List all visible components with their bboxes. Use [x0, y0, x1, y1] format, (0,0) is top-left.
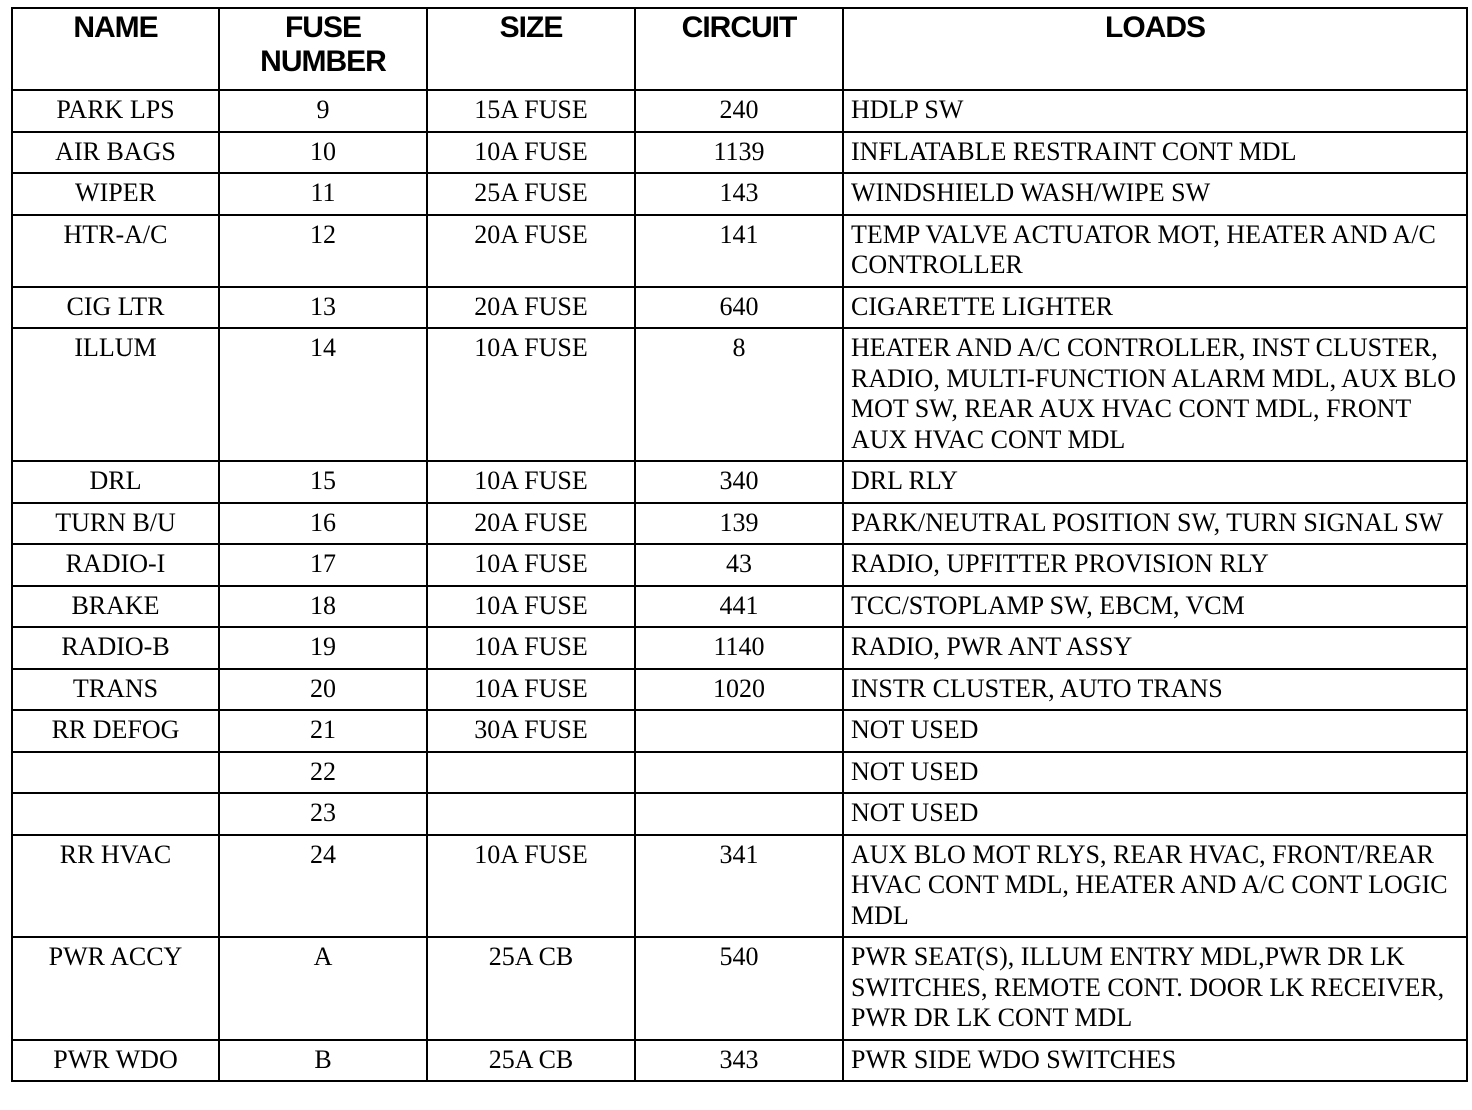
- table-row: [12, 710, 1467, 752]
- cell-loads: TCC/STOPLAMP SW, EBCM, VCM: [843, 586, 1467, 628]
- cell-loads: TEMP VALVE ACTUATOR MOT, HEATER AND A/C CONTROLLER: [843, 215, 1467, 287]
- table-row: [12, 503, 1467, 545]
- table-row: [12, 328, 1467, 461]
- table-row: [12, 586, 1467, 628]
- cell-fuse-number: B: [219, 1040, 427, 1082]
- cell-loads: RADIO, PWR ANT ASSY: [843, 627, 1467, 669]
- cell-loads: AUX BLO MOT RLYS, REAR HVAC, FRONT/REAR HVAC CONT MDL, HEATER AND A/C CONT LOGIC MDL: [843, 835, 1467, 938]
- cell-size: 25A CB: [427, 1040, 635, 1082]
- cell-size: 10A FUSE: [427, 586, 635, 628]
- cell-name: DRL: [12, 461, 219, 503]
- cell-circuit: 141: [635, 215, 843, 287]
- cell-fuse-number: 12: [219, 215, 427, 287]
- cell-loads: PARK/NEUTRAL POSITION SW, TURN SIGNAL SW: [843, 503, 1467, 545]
- cell-name: RR HVAC: [12, 835, 219, 938]
- cell-size: 10A FUSE: [427, 328, 635, 461]
- table-header: [12, 8, 1467, 90]
- header-fuse-number-line1: FUSE: [284, 11, 361, 44]
- table-row: [12, 544, 1467, 586]
- cell-name: RR DEFOG: [12, 710, 219, 752]
- cell-fuse-number: A: [219, 937, 427, 1040]
- cell-size: 20A FUSE: [427, 215, 635, 287]
- cell-circuit: 1139: [635, 132, 843, 174]
- cell-size: 20A FUSE: [427, 503, 635, 545]
- cell-size: 25A CB: [427, 937, 635, 1040]
- cell-fuse-number: 21: [219, 710, 427, 752]
- header-row: [12, 8, 1467, 90]
- cell-fuse-number: 17: [219, 544, 427, 586]
- cell-fuse-number: 14: [219, 328, 427, 461]
- cell-loads: PWR SIDE WDO SWITCHES: [843, 1040, 1467, 1082]
- cell-circuit: 8: [635, 328, 843, 461]
- cell-fuse-number: 22: [219, 752, 427, 794]
- cell-fuse-number: 9: [219, 90, 427, 132]
- cell-size: 10A FUSE: [427, 132, 635, 174]
- header-fuse-number: [219, 8, 427, 90]
- cell-name: TRANS: [12, 669, 219, 711]
- cell-circuit: 441: [635, 586, 843, 628]
- cell-circuit: 43: [635, 544, 843, 586]
- table-row: [12, 132, 1467, 174]
- cell-fuse-number: 19: [219, 627, 427, 669]
- cell-name: [12, 752, 219, 794]
- cell-name: PWR ACCY: [12, 937, 219, 1040]
- cell-loads: PWR SEAT(S), ILLUM ENTRY MDL,PWR DR LK SWITCHES, REMOTE CONT. DOOR LK RECEIVER, PWR DR LK CONT MDL: [843, 937, 1467, 1040]
- cell-size: [427, 793, 635, 835]
- table-row: [12, 215, 1467, 287]
- cell-circuit: 139: [635, 503, 843, 545]
- cell-loads: HEATER AND A/C CONTROLLER, INST CLUSTER, RADIO, MULTI-FUNCTION ALARM MDL, AUX BLO MOT SW, REAR AUX HVAC CONT MDL, FRONT AUX HVAC CONT MDL: [843, 328, 1467, 461]
- cell-fuse-number: 20: [219, 669, 427, 711]
- table-row: [12, 793, 1467, 835]
- cell-circuit: [635, 710, 843, 752]
- cell-loads: HDLP SW: [843, 90, 1467, 132]
- header-size: SIZE: [427, 8, 635, 90]
- cell-name: BRAKE: [12, 586, 219, 628]
- cell-fuse-number: 16: [219, 503, 427, 545]
- cell-name: PARK LPS: [12, 90, 219, 132]
- header-loads: LOADS: [843, 8, 1467, 90]
- cell-fuse-number: 23: [219, 793, 427, 835]
- cell-loads: INFLATABLE RESTRAINT CONT MDL: [843, 132, 1467, 174]
- table-row: [12, 752, 1467, 794]
- cell-circuit: 343: [635, 1040, 843, 1082]
- cell-name: AIR BAGS: [12, 132, 219, 174]
- cell-size: 30A FUSE: [427, 710, 635, 752]
- cell-circuit: 1020: [635, 669, 843, 711]
- cell-loads: NOT USED: [843, 752, 1467, 794]
- cell-circuit: 143: [635, 173, 843, 215]
- cell-fuse-number: 18: [219, 586, 427, 628]
- cell-size: 10A FUSE: [427, 669, 635, 711]
- cell-size: 10A FUSE: [427, 627, 635, 669]
- cell-circuit: 540: [635, 937, 843, 1040]
- fuse-table: [11, 7, 1468, 1082]
- cell-size: 25A FUSE: [427, 173, 635, 215]
- table-row: [12, 937, 1467, 1040]
- cell-loads: WINDSHIELD WASH/WIPE SW: [843, 173, 1467, 215]
- cell-fuse-number: 13: [219, 287, 427, 329]
- cell-circuit: 640: [635, 287, 843, 329]
- cell-loads: CIGARETTE LIGHTER: [843, 287, 1467, 329]
- cell-fuse-number: 11: [219, 173, 427, 215]
- cell-circuit: [635, 793, 843, 835]
- cell-size: 20A FUSE: [427, 287, 635, 329]
- cell-fuse-number: 10: [219, 132, 427, 174]
- cell-circuit: 340: [635, 461, 843, 503]
- table-row: [12, 461, 1467, 503]
- cell-name: PWR WDO: [12, 1040, 219, 1082]
- table-row: [12, 1040, 1467, 1082]
- cell-circuit: 1140: [635, 627, 843, 669]
- table-row: [12, 627, 1467, 669]
- table-body: [12, 90, 1467, 1081]
- table-row: [12, 90, 1467, 132]
- cell-name: TURN B/U: [12, 503, 219, 545]
- cell-name: RADIO-B: [12, 627, 219, 669]
- cell-size: 10A FUSE: [427, 835, 635, 938]
- cell-loads: NOT USED: [843, 710, 1467, 752]
- header-name: NAME: [12, 8, 219, 90]
- cell-loads: INSTR CLUSTER, AUTO TRANS: [843, 669, 1467, 711]
- cell-name: RADIO-I: [12, 544, 219, 586]
- header-circuit: CIRCUIT: [635, 8, 843, 90]
- cell-name: CIG LTR: [12, 287, 219, 329]
- cell-size: 10A FUSE: [427, 461, 635, 503]
- cell-fuse-number: 15: [219, 461, 427, 503]
- cell-loads: DRL RLY: [843, 461, 1467, 503]
- table-row: [12, 287, 1467, 329]
- table-row: [12, 173, 1467, 215]
- cell-name: [12, 793, 219, 835]
- cell-circuit: 240: [635, 90, 843, 132]
- cell-size: 15A FUSE: [427, 90, 635, 132]
- cell-circuit: [635, 752, 843, 794]
- cell-size: 10A FUSE: [427, 544, 635, 586]
- cell-name: WIPER: [12, 173, 219, 215]
- cell-name: HTR-A/C: [12, 215, 219, 287]
- table-row: [12, 835, 1467, 938]
- cell-loads: RADIO, UPFITTER PROVISION RLY: [843, 544, 1467, 586]
- cell-name: ILLUM: [12, 328, 219, 461]
- header-fuse-number-line2: NUMBER: [260, 45, 386, 78]
- table-row: [12, 669, 1467, 711]
- cell-fuse-number: 24: [219, 835, 427, 938]
- cell-circuit: 341: [635, 835, 843, 938]
- cell-size: [427, 752, 635, 794]
- cell-loads: NOT USED: [843, 793, 1467, 835]
